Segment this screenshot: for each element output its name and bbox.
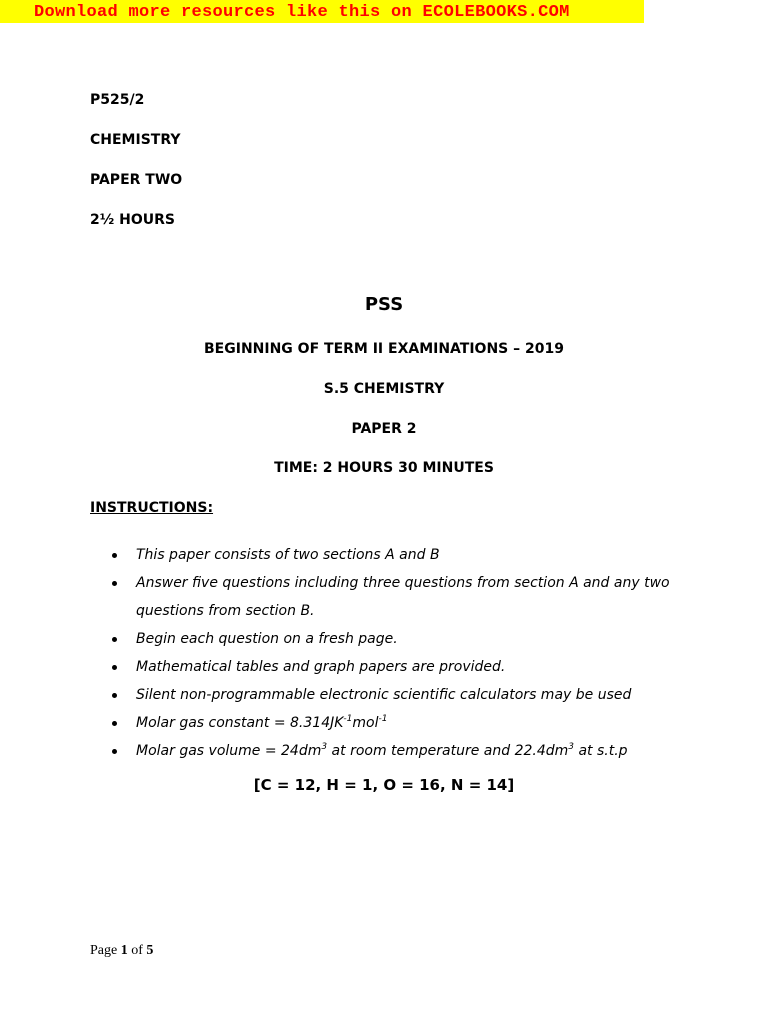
gas-volume-mid: at room temperature and 22.4dm: [327, 743, 569, 759]
instruction-text: Mathematical tables and graph papers are provided.: [136, 659, 506, 675]
paper-label: PAPER TWO: [90, 172, 183, 188]
subject-label: CHEMISTRY: [90, 132, 181, 148]
atomic-masses: [C = 12, H = 1, O = 16, N = 14]: [253, 776, 515, 794]
list-item: [112, 709, 672, 737]
instructions-list: [112, 541, 672, 765]
gas-volume-sup1: 3: [321, 742, 328, 752]
exam-title: BEGINNING OF TERM II EXAMINATIONS – 2019: [204, 341, 564, 357]
gas-volume-sup2: 3: [568, 742, 575, 752]
instruction-text: Silent non-programmable electronic scientific calculators may be used: [136, 687, 632, 703]
school-name: PSS: [364, 294, 404, 315]
bullet-icon: [112, 581, 117, 586]
paper-code: P525/2: [90, 92, 145, 108]
bullet-icon: [112, 665, 117, 670]
instructions-heading: INSTRUCTIONS:: [90, 500, 214, 516]
paper-number: PAPER 2: [351, 421, 417, 437]
list-item: [112, 625, 672, 653]
duration-label: 2½ HOURS: [90, 212, 175, 228]
bullet-icon: [112, 553, 117, 558]
gas-constant-sup1: -1: [343, 714, 353, 724]
gas-volume-text: [136, 743, 628, 759]
gas-constant-mid: mol: [352, 715, 379, 731]
bullet-icon: [112, 721, 117, 726]
gas-constant-sup2: -1: [378, 714, 388, 724]
page-word: Page: [90, 943, 118, 958]
list-item: [112, 569, 672, 625]
bullet-icon: [112, 749, 117, 754]
gas-volume-prefix: Molar gas volume = 24dm: [136, 743, 322, 759]
bullet-icon: [112, 637, 117, 642]
gas-constant-prefix: Molar gas constant = 8.314JK: [136, 715, 344, 731]
gas-volume-suffix: at s.t.p: [574, 743, 628, 759]
banner-text[interactable]: Download more resources like this on ECOLEBOOKS.COM: [34, 3, 570, 22]
page-footer: [90, 943, 153, 959]
total-pages: 5: [146, 943, 154, 958]
instruction-text: Answer five questions including three questions from section A and any two questions from section B.: [136, 575, 670, 619]
list-item: [112, 681, 672, 709]
bullet-icon: [112, 693, 117, 698]
of-word: of: [131, 943, 143, 958]
instruction-text: Begin each question on a fresh page.: [136, 631, 398, 647]
instruction-text: This paper consists of two sections A and B: [136, 547, 440, 563]
gas-constant-text: [136, 715, 387, 731]
list-item: [112, 653, 672, 681]
download-banner: [0, 0, 644, 23]
list-item: [112, 737, 672, 765]
current-page: 1: [120, 943, 128, 958]
list-item: [112, 541, 672, 569]
exam-time: TIME: 2 HOURS 30 MINUTES: [274, 460, 494, 476]
class-subject: S.5 CHEMISTRY: [323, 381, 445, 397]
